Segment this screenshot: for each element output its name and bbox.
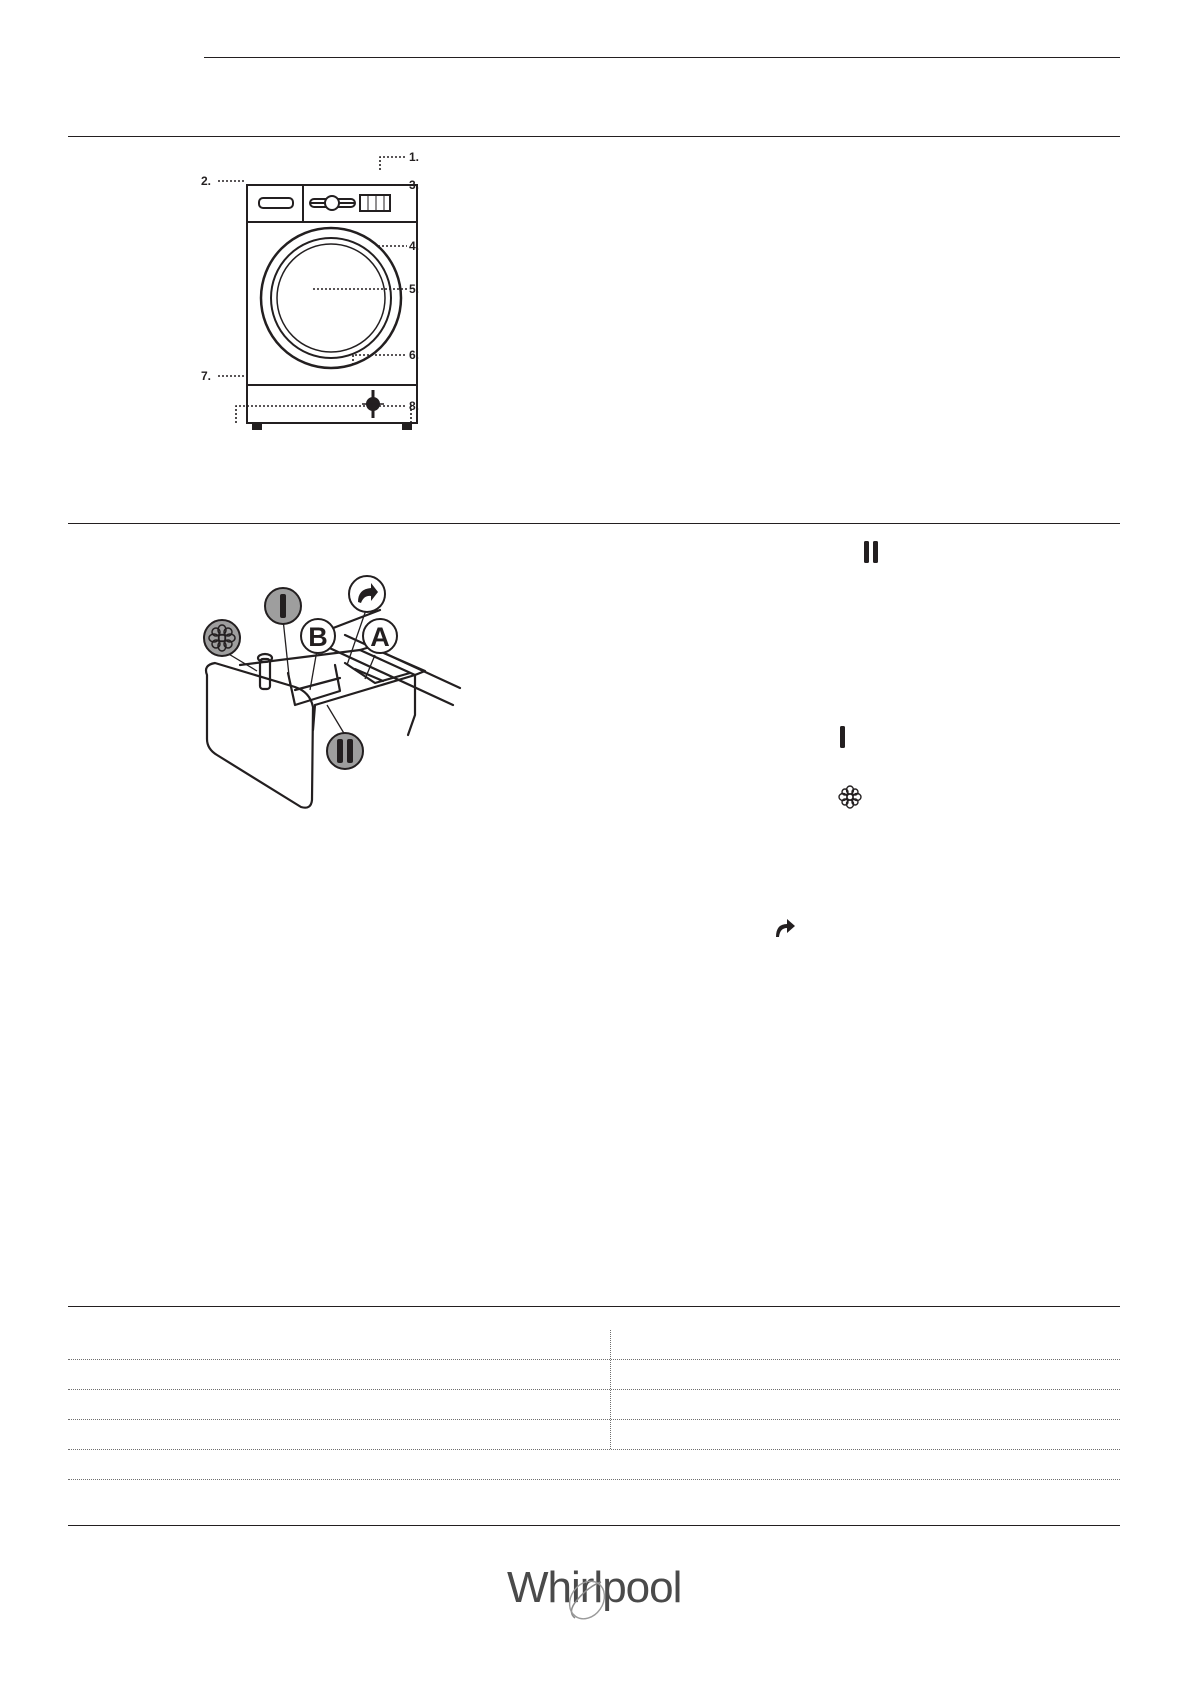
flower-icon <box>838 785 862 809</box>
svg-text:B: B <box>308 622 328 652</box>
display <box>360 195 390 211</box>
section-divider <box>68 136 1120 137</box>
table-row <box>68 1420 1120 1450</box>
washing-machine-diagram <box>200 150 460 450</box>
data-table <box>68 1330 1120 1480</box>
section-divider <box>68 523 1120 524</box>
table-row <box>68 1450 1120 1480</box>
compartment-a-badge <box>363 619 397 653</box>
svg-text:A: A <box>370 622 390 652</box>
footer-rule <box>68 1525 1120 1526</box>
svg-text:Whirlpool: Whirlpool <box>507 1563 682 1612</box>
callout-7: 7. <box>201 369 212 383</box>
callout-6: 6. <box>409 348 420 362</box>
main-wash-icon <box>864 541 878 563</box>
section-divider <box>68 1306 1120 1307</box>
callout-2: 2. <box>201 174 212 188</box>
door-outer <box>261 228 401 368</box>
header-rule <box>204 57 1120 58</box>
detergent-drawer-diagram <box>195 595 470 855</box>
prewash-icon <box>840 726 846 748</box>
callout-5: 5. <box>409 282 420 296</box>
callout-4: 4. <box>409 239 420 253</box>
table-row <box>68 1360 1120 1390</box>
main-wash-badge <box>327 733 363 769</box>
softener-badge <box>204 620 240 656</box>
compartment-b-badge <box>301 619 335 653</box>
drawer-handle <box>259 198 293 208</box>
bleach-badge <box>349 576 385 612</box>
prewash-badge <box>265 588 301 624</box>
callout-8: 8. <box>409 399 420 413</box>
table-row <box>68 1330 1120 1360</box>
callout-1: 1. <box>409 150 420 164</box>
program-knob <box>325 196 339 210</box>
curved-arrow-icon <box>774 918 796 938</box>
table-row <box>68 1390 1120 1420</box>
callout-3: 3. <box>409 178 420 192</box>
whirlpool-logo <box>505 1560 687 1622</box>
